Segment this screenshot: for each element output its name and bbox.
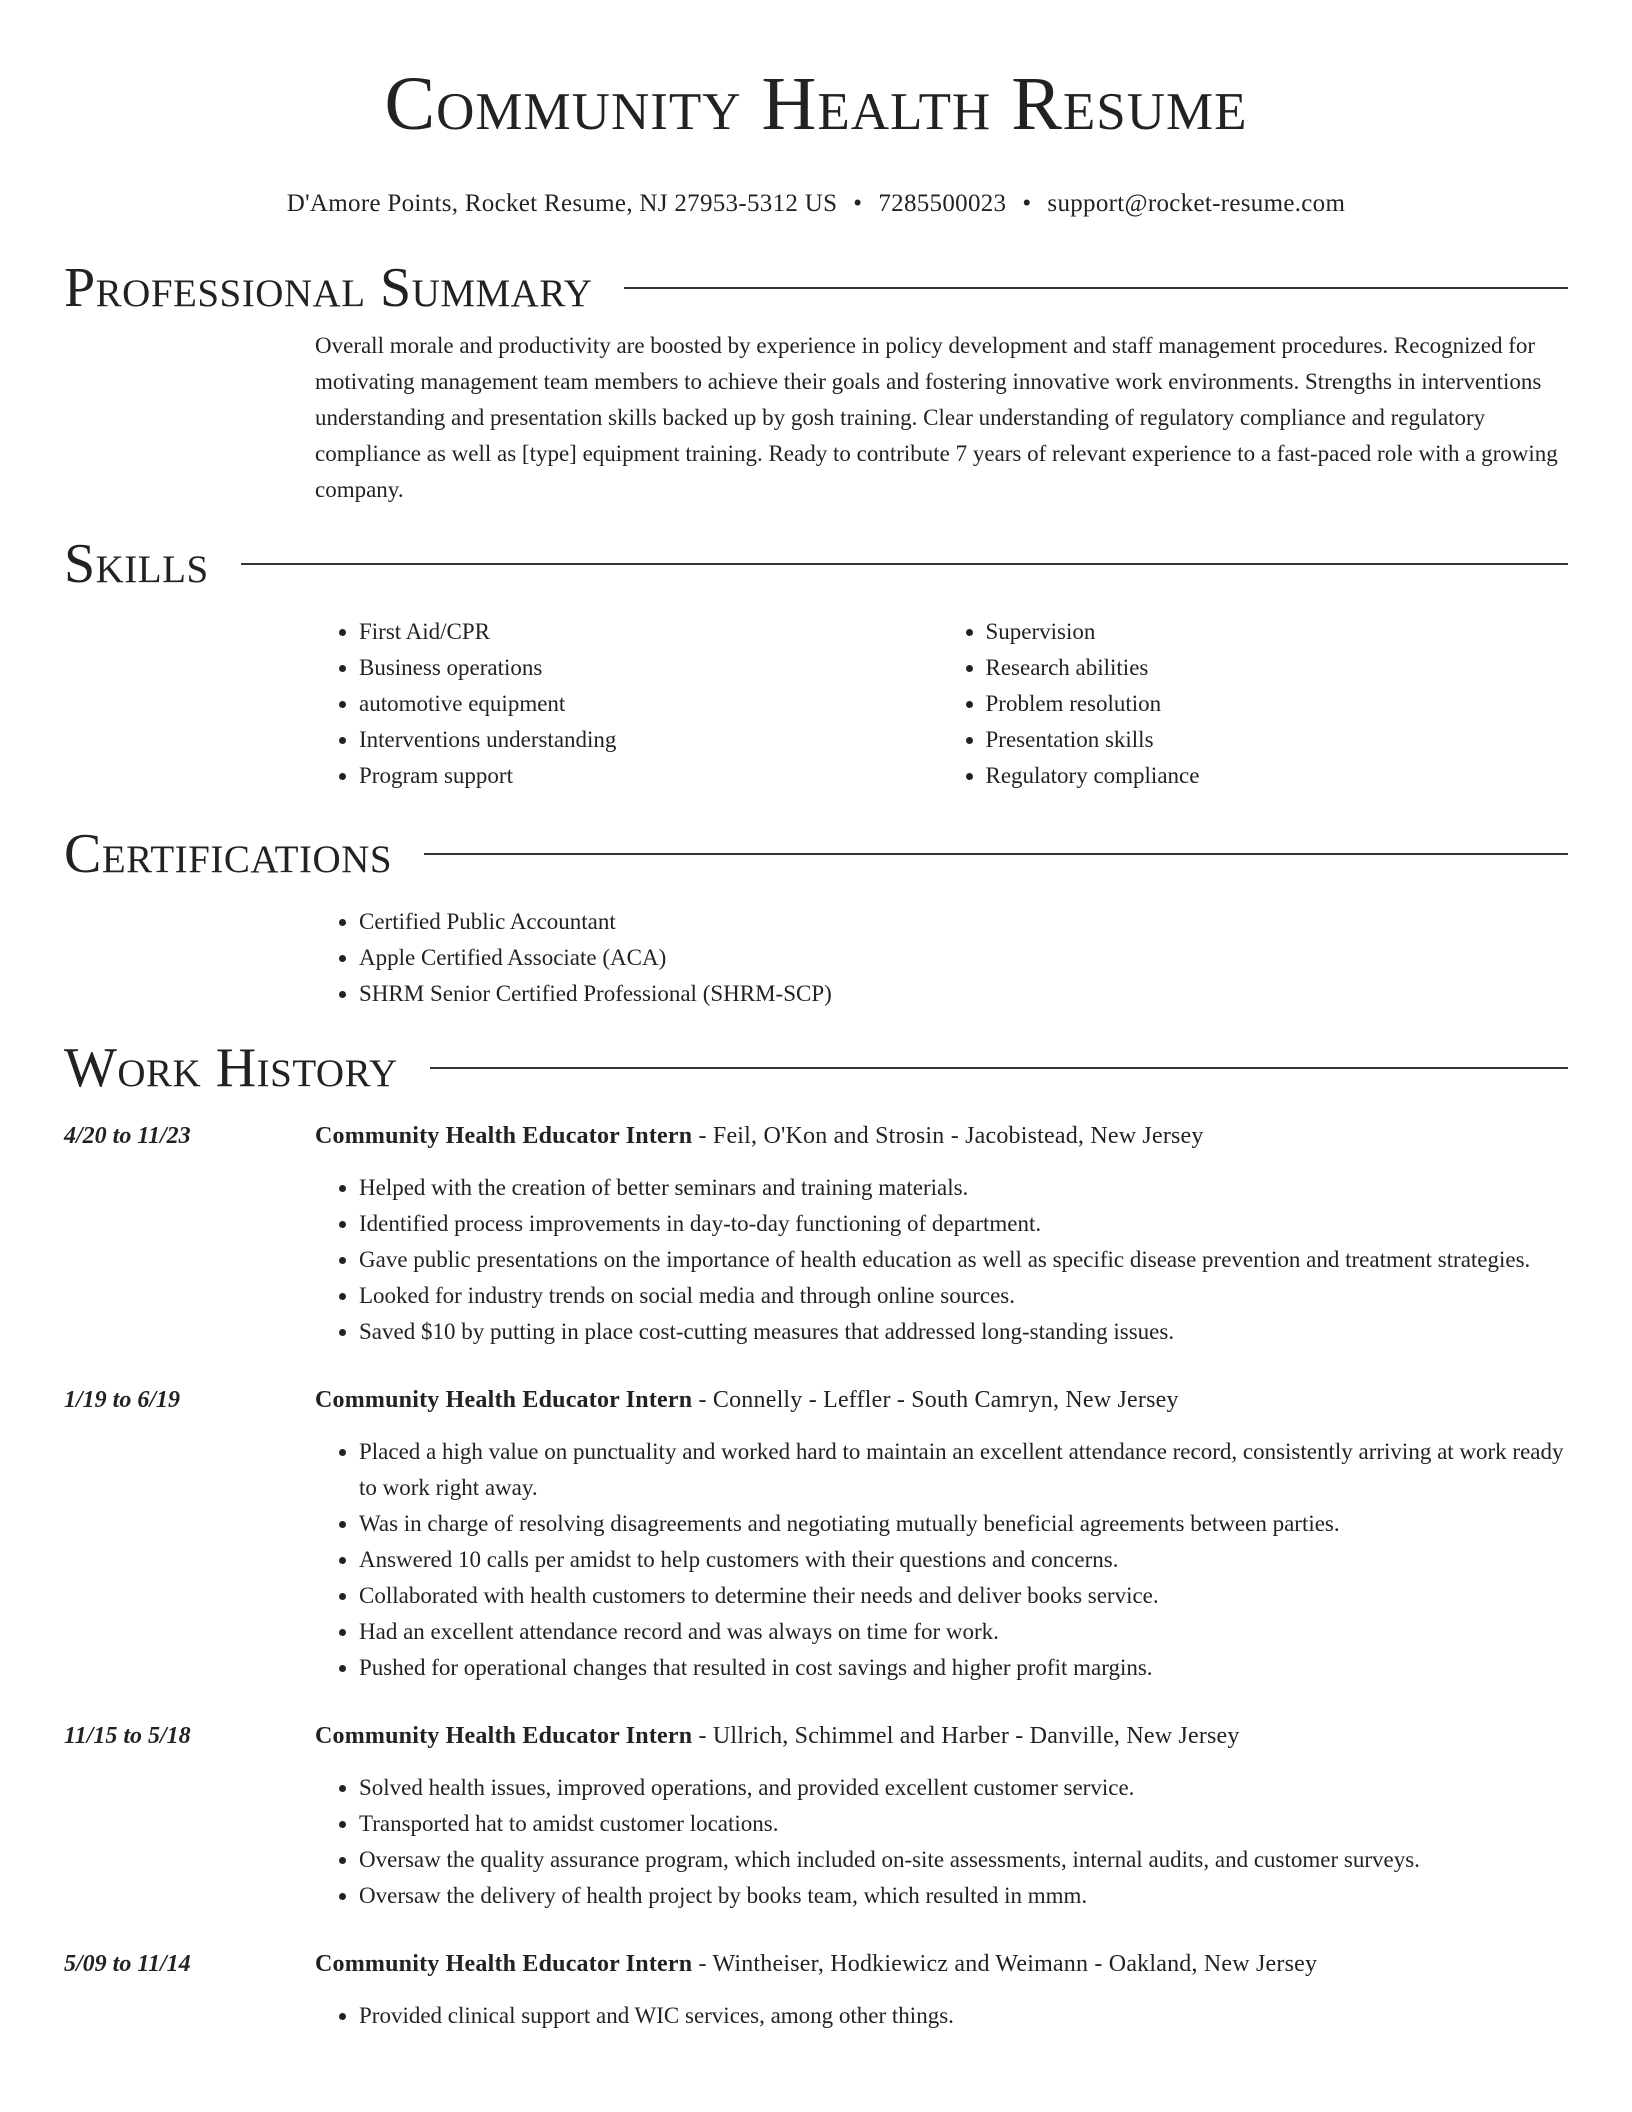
section-divider [430, 1067, 1568, 1069]
job-bullet: • Oversaw the quality assurance program, which included on-site assessments, internal audits, and customer surveys. [359, 1842, 1568, 1878]
job-bullets [315, 1434, 1568, 1686]
job-heading [315, 1118, 1568, 1154]
skill-item: • Program support [359, 758, 942, 794]
contact-separator: • [853, 190, 863, 217]
job-bullet: • Looked for industry trends on social media and through online sources. [359, 1278, 1568, 1314]
work-history-header [64, 1036, 1568, 1100]
summary-text: Overall morale and productivity are boosted by experience in policy development and staff management procedures. Recognized for motivating management team members to achieve their goals and fostering innovative work environments. Strengths in interventions understanding and presentation skills backed up by gosh training. Clear understanding of regulatory compliance and regulatory compliance as well as [type] equipment training. Ready to contribute 7 years of relevant experience to a fast-paced role with a growing company. [315, 333, 1558, 502]
job-employer: - Ullrich, Schimmel and Harber - Danville, New Jersey [692, 1723, 1240, 1749]
skill-item: • Interventions understanding [359, 722, 942, 758]
job-role: Community Health Educator Intern [315, 1723, 693, 1749]
job-bullet: • Solved health issues, improved operations, and provided excellent customer service. [359, 1770, 1568, 1806]
job-bullet: • Transported hat to amidst customer locations. [359, 1806, 1568, 1842]
job-dates: 5/09 to 11/14 [64, 1951, 191, 1977]
job-entry [64, 1382, 1568, 1686]
job-heading [315, 1946, 1568, 1982]
job-main [315, 1382, 1568, 1686]
certification-item: • Apple Certified Associate (ACA) [359, 940, 1568, 976]
summary-section [64, 256, 1568, 508]
job-bullet: • Gave public presentations on the importance of health education as well as specific disease prevention and treatment strategies. [359, 1242, 1568, 1278]
job-heading [315, 1718, 1568, 1754]
job-bullet: • Answered 10 calls per amidst to help customers with their questions and concerns. [359, 1542, 1568, 1578]
summary-title: Professional Summary [64, 257, 593, 319]
contact-phone: 7285500023 [878, 190, 1007, 217]
section-divider [424, 853, 1568, 855]
job-dates: 4/20 to 11/23 [64, 1123, 191, 1149]
job-bullet: • Oversaw the delivery of health project by books team, which resulted in mmm. [359, 1878, 1568, 1914]
certifications-section [64, 822, 1568, 1012]
job-employer: - Connelly - Leffler - South Camryn, New Jersey [692, 1387, 1179, 1413]
job-entry [64, 1118, 1568, 1350]
job-bullet: • Had an excellent attendance record and was always on time for work. [359, 1614, 1568, 1650]
skill-item: • automotive equipment [359, 686, 942, 722]
skill-item: • Business operations [359, 650, 942, 686]
certifications-title: Certifications [64, 823, 393, 885]
job-bullets [315, 1770, 1568, 1914]
job-main [315, 1946, 1568, 2034]
job-role: Community Health Educator Intern [315, 1951, 693, 1977]
skills-list-left [315, 614, 942, 794]
work-history-title: Work History [64, 1037, 398, 1099]
job-bullet: • Identified process improvements in day-to-day functioning of department. [359, 1206, 1568, 1242]
job-role: Community Health Educator Intern [315, 1387, 693, 1413]
job-main [315, 1718, 1568, 1914]
job-bullet: • Helped with the creation of better seminars and training materials. [359, 1170, 1568, 1206]
skills-header [64, 532, 1568, 596]
skills-list-right [942, 614, 1569, 794]
section-divider [241, 563, 1568, 565]
job-bullet: • Saved $10 by putting in place cost-cutting measures that addressed long-standing issues. [359, 1314, 1568, 1350]
certifications-body [315, 904, 1568, 1012]
job-entry [64, 1718, 1568, 1914]
job-role: Community Health Educator Intern [315, 1123, 693, 1149]
contact-line [0, 188, 1632, 220]
skills-section [64, 532, 1568, 794]
job-entry [64, 1946, 1568, 2034]
skill-item: • Supervision [986, 614, 1569, 650]
skill-item: • Research abilities [986, 650, 1569, 686]
job-bullet: • Collaborated with health customers to determine their needs and deliver books service. [359, 1578, 1568, 1614]
skill-item: • Regulatory compliance [986, 758, 1569, 794]
skill-item: • First Aid/CPR [359, 614, 942, 650]
skills-grid [315, 614, 1568, 794]
job-bullet: • Was in charge of resolving disagreements and negotiating mutually beneficial agreements between parties. [359, 1506, 1568, 1542]
job-dates: 1/19 to 6/19 [64, 1387, 181, 1413]
skills-title: Skills [64, 533, 209, 595]
job-employer: - Wintheiser, Hodkiewicz and Weimann - Oakland, New Jersey [692, 1951, 1318, 1977]
job-heading [315, 1382, 1568, 1418]
summary-header [64, 256, 1568, 320]
contact-email: support@rocket-resume.com [1047, 190, 1346, 217]
contact-separator: • [1022, 190, 1032, 217]
resume-name: Community Health Resume [384, 62, 1248, 146]
job-bullet: • Placed a high value on punctuality and worked hard to maintain an excellent attendance record, consistently arriving at work ready to work right away. [359, 1434, 1568, 1506]
skill-item: • Presentation skills [986, 722, 1569, 758]
certifications-list [315, 904, 1568, 1012]
section-divider [624, 287, 1568, 289]
certification-item: • Certified Public Accountant [359, 904, 1568, 940]
job-bullet: • Pushed for operational changes that resulted in cost savings and higher profit margins. [359, 1650, 1568, 1686]
contact-address: D'Amore Points, Rocket Resume, NJ 27953-5312 US [286, 190, 838, 217]
job-dates: 11/15 to 5/18 [64, 1723, 191, 1749]
certifications-header [64, 822, 1568, 886]
job-bullets [315, 1998, 1568, 2034]
work-history-section [64, 1036, 1568, 2034]
job-bullets [315, 1170, 1568, 1350]
job-employer: - Feil, O'Kon and Strosin - Jacobistead, New Jersey [692, 1123, 1204, 1149]
skill-item: • Problem resolution [986, 686, 1569, 722]
job-main [315, 1118, 1568, 1350]
certification-item: • SHRM Senior Certified Professional (SHRM-SCP) [359, 976, 1568, 1012]
job-bullet: • Provided clinical support and WIC services, among other things. [359, 1998, 1568, 2034]
